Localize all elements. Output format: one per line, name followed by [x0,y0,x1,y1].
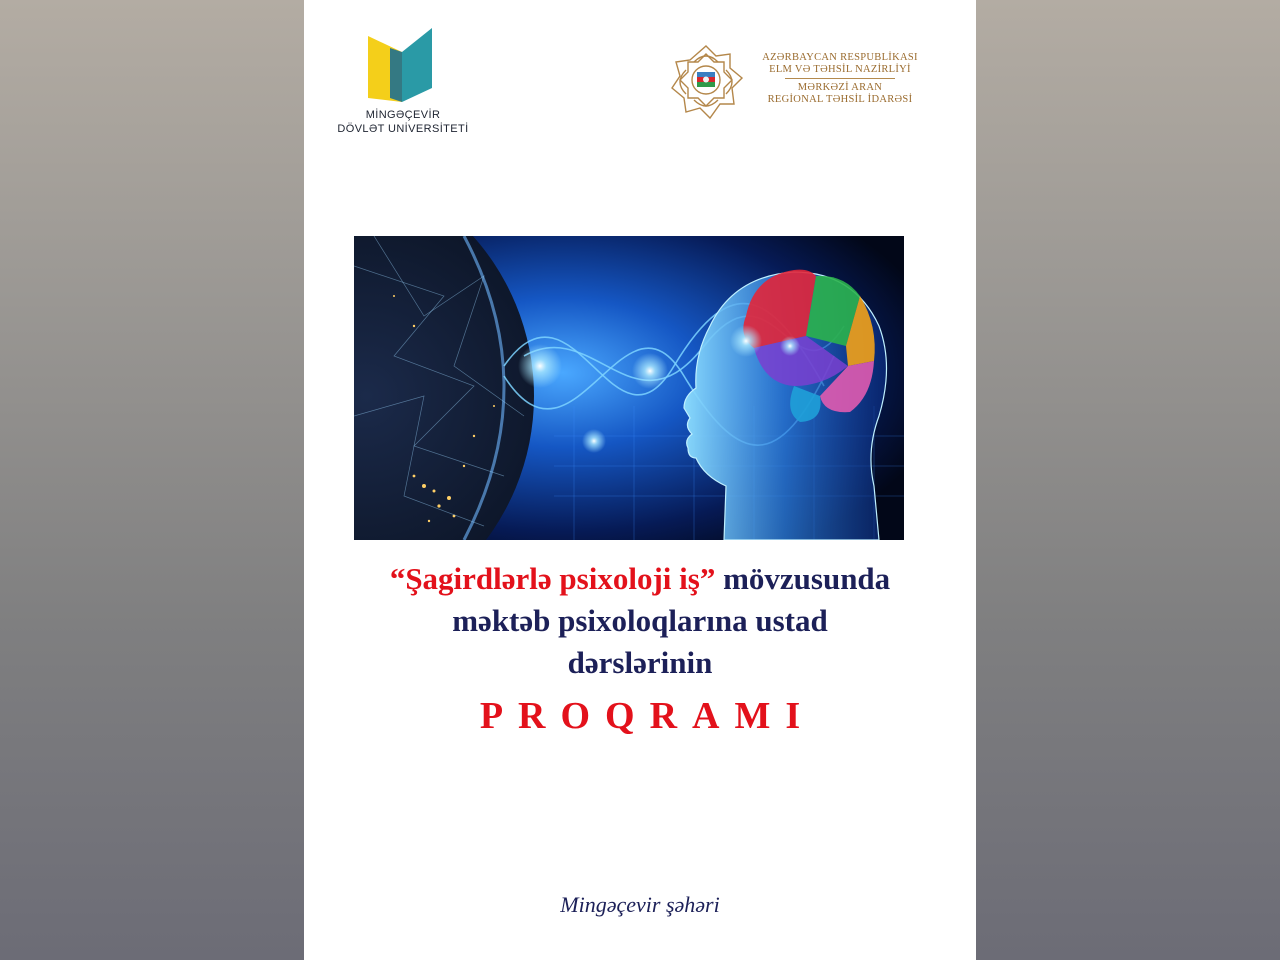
programme-heading: PROQRAMI [479,695,816,737]
title-line3: dərslərinin [567,645,713,680]
brain-network-globe-image [354,236,904,540]
ministry-line1: AZƏRBAYCAN RESPUBLİKASI [762,52,918,63]
title-quoted-topic: “Şagirdlərlə psixoloji iş” [389,561,716,596]
ministry-line3: MƏRKƏZİ ARAN [797,82,883,93]
ministry-divider [785,78,895,79]
university-name-line1: MİNGƏÇEVİR [365,109,441,121]
city-name: Mingəçevir şəhəri [560,892,720,917]
azerbaijan-state-emblem-icon [666,42,746,122]
university-name [328,108,478,136]
title-line1 [304,558,976,600]
ministry-line2: ELM VƏ TƏHSİL NAZİRLİYİ [769,64,911,75]
ministry-name [760,52,920,106]
university-book-icon [368,28,438,104]
university-name-line2: DÖVLƏT UNİVERSİTETİ [337,123,469,135]
ministry-line4: REGİONAL TƏHSİL İDARƏSİ [767,94,913,105]
title-line2: məktəb psixoloqlarına ustad [452,603,828,638]
university-logo [328,28,478,146]
document-title [304,558,976,684]
title-line1-rest: mövzusunda [715,561,891,596]
document-page [304,0,976,960]
brain-network-illustration [354,236,904,540]
